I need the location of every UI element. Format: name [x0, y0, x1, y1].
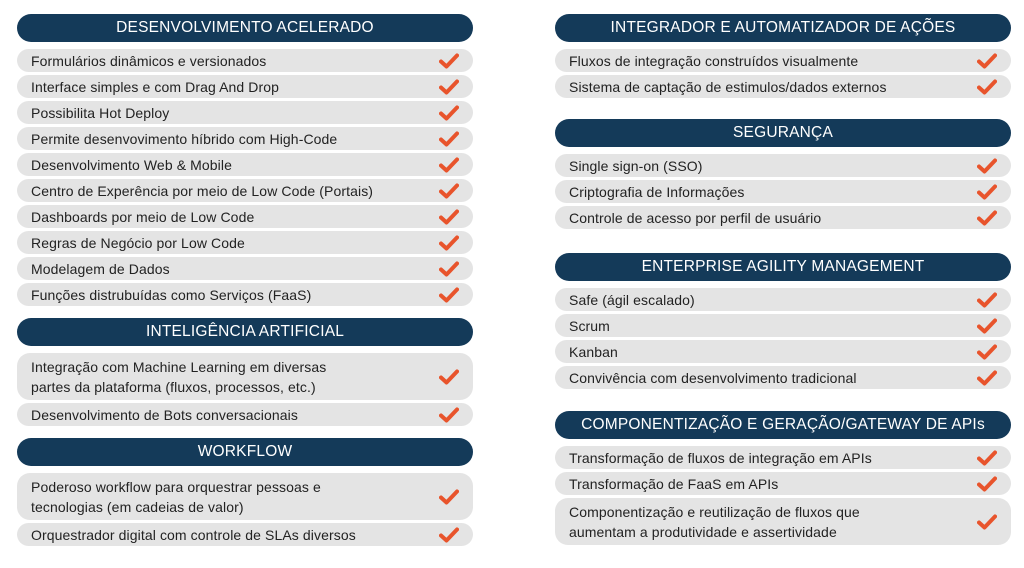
check-icon	[977, 318, 997, 334]
feature-label: Sistema de captação de estimulos/dados externos	[569, 78, 887, 95]
check-icon	[977, 53, 997, 69]
feature-item	[555, 472, 1011, 495]
feature-label: Dashboards por meio de Low Code	[31, 208, 255, 225]
feature-label: Modelagem de Dados	[31, 260, 170, 277]
feature-label: Funções distrubuídas como Serviços (FaaS)	[31, 286, 312, 303]
feature-item	[17, 179, 473, 202]
check-icon	[439, 369, 459, 385]
section-title: ENTERPRISE AGILITY MANAGEMENT	[555, 253, 1011, 281]
feature-label: Controle de acesso por perfil de usuário	[569, 209, 822, 226]
feature-item	[555, 340, 1011, 363]
check-icon	[439, 209, 459, 225]
check-icon	[439, 407, 459, 423]
feature-item	[555, 75, 1011, 98]
feature-item	[555, 446, 1011, 469]
feature-label: Permite desenvovimento híbrido com High-Code	[31, 130, 338, 147]
check-icon	[439, 489, 459, 505]
feature-item	[555, 288, 1011, 311]
feature-label: Scrum	[569, 317, 610, 334]
feature-item	[17, 153, 473, 176]
check-icon	[977, 184, 997, 200]
feature-item	[17, 49, 473, 72]
feature-item	[17, 75, 473, 98]
feature-label: Transformação de FaaS em APIs	[569, 475, 779, 492]
feature-item	[17, 231, 473, 254]
right-column	[555, 14, 1011, 559]
section-title: INTELIGÊNCIA ARTIFICIAL	[17, 318, 473, 346]
section-title: DESENVOLVIMENTO ACELERADO	[17, 14, 473, 42]
check-icon	[977, 370, 997, 386]
feature-label: Componentização e reutilização de fluxos que aumentam a produtividade e assertividade	[569, 503, 860, 540]
section-inteligencia-artificial	[17, 318, 473, 426]
check-icon	[439, 235, 459, 251]
feature-label: Fluxos de integração construídos visualmente	[569, 52, 859, 69]
section-seguranca	[555, 119, 1011, 229]
feature-label: Criptografia de Informações	[569, 183, 745, 200]
section-title: SEGURANÇA	[555, 119, 1011, 147]
left-column	[17, 14, 473, 560]
section-title: WORKFLOW	[17, 438, 473, 466]
check-icon	[977, 292, 997, 308]
feature-label: Desenvolvimento Web & Mobile	[31, 156, 232, 173]
feature-label: Regras de Negócio por Low Code	[31, 234, 245, 251]
feature-label: Transformação de fluxos de integração em APIs	[569, 449, 872, 466]
feature-label: Convivência com desenvolvimento tradicional	[569, 369, 857, 386]
check-icon	[439, 527, 459, 543]
feature-item	[555, 498, 1011, 545]
feature-item	[17, 403, 473, 426]
feature-label: Integração com Machine Learning em diversas partes da plataforma (fluxos, processos, etc.)	[31, 358, 327, 395]
check-icon	[439, 105, 459, 121]
feature-item	[555, 206, 1011, 229]
feature-item	[17, 257, 473, 280]
section-enterprise-agility	[555, 253, 1011, 389]
check-icon	[977, 344, 997, 360]
feature-item	[555, 180, 1011, 203]
feature-item	[555, 366, 1011, 389]
feature-label: Safe (ágil escalado)	[569, 291, 695, 308]
feature-label: Desenvolvimento de Bots conversacionais	[31, 406, 298, 423]
check-icon	[977, 514, 997, 530]
feature-label: Poderoso workflow para orquestrar pessoas e tecnologias (em cadeias de valor)	[31, 478, 321, 515]
feature-item	[555, 49, 1011, 72]
feature-item	[17, 127, 473, 150]
check-icon	[977, 476, 997, 492]
section-integrador	[555, 14, 1011, 98]
check-icon	[977, 79, 997, 95]
check-icon	[439, 183, 459, 199]
feature-label: Possibilita Hot Deploy	[31, 104, 170, 121]
feature-label: Kanban	[569, 343, 618, 360]
feature-label: Single sign-on (SSO)	[569, 157, 703, 174]
check-icon	[977, 450, 997, 466]
check-icon	[439, 157, 459, 173]
feature-item	[17, 473, 473, 520]
feature-item	[17, 101, 473, 124]
feature-label: Interface simples e com Drag And Drop	[31, 78, 280, 95]
section-title: INTEGRADOR E AUTOMATIZADOR DE AÇÕES	[555, 14, 1011, 42]
section-componentizacao	[555, 411, 1011, 545]
section-title: COMPONENTIZAÇÃO E GERAÇÃO/GATEWAY DE APIs	[555, 411, 1011, 439]
feature-label: Centro de Experência por meio de Low Code (Portais)	[31, 182, 374, 199]
section-workflow	[17, 438, 473, 546]
check-icon	[439, 79, 459, 95]
check-icon	[439, 53, 459, 69]
feature-label: Orquestrador digital com controle de SLAs diversos	[31, 526, 356, 543]
check-icon	[439, 131, 459, 147]
feature-item	[555, 154, 1011, 177]
feature-item	[17, 523, 473, 546]
check-icon	[977, 210, 997, 226]
feature-label: Formulários dinâmicos e versionados	[31, 52, 267, 69]
check-icon	[439, 287, 459, 303]
feature-item	[555, 314, 1011, 337]
feature-item	[17, 283, 473, 306]
feature-item	[17, 205, 473, 228]
check-icon	[977, 158, 997, 174]
feature-item	[17, 353, 473, 400]
check-icon	[439, 261, 459, 277]
section-desenvolvimento-acelerado	[17, 14, 473, 306]
